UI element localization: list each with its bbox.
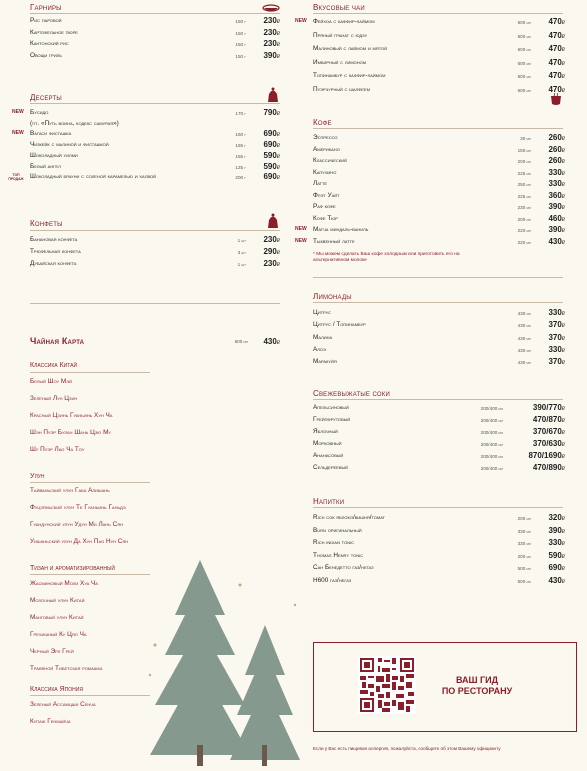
item-price: 470₽ <box>548 71 565 80</box>
item-price: 590₽ <box>263 150 280 160</box>
menu-row <box>30 236 280 246</box>
item-name: Burn оригинальный <box>313 526 362 534</box>
item-name: Шоколадный уилми <box>30 151 78 159</box>
dessert-icon <box>266 87 280 108</box>
menu-row <box>30 141 280 151</box>
tea-item: Манговый улун Китай <box>30 614 84 621</box>
menu-row <box>313 404 565 414</box>
teacard-weight: 600 мл <box>234 339 248 344</box>
desserts-title: Десерты <box>30 93 62 102</box>
item-weight: 1 шт <box>237 238 246 243</box>
menu-row <box>8 172 280 183</box>
item-weight: 170 г <box>235 111 246 116</box>
teacard-price-row <box>30 337 280 347</box>
menu-row <box>295 17 565 28</box>
item-weight: 230 мл <box>517 205 531 210</box>
coffee-note: * Мы можем сделать Ваш кофе холодным или приготовить его на альтернативном молоке <box>313 252 460 263</box>
menu-row <box>12 129 280 140</box>
tea-item: Черный Эрл Грей <box>30 648 74 655</box>
item-price: 390/770₽ <box>532 403 565 412</box>
item-weight: 125 г <box>235 164 246 170</box>
item-name: Н600 газ/негаз <box>313 576 352 584</box>
item-tag: NEW <box>295 18 307 24</box>
divider <box>313 277 563 278</box>
menu-row <box>30 248 280 258</box>
tea-item: Шу Пуэр Лао Ча Тоу <box>30 446 85 453</box>
item-weight: 250 мл <box>517 182 531 187</box>
item-weight: 600 мл <box>517 60 531 66</box>
item-weight: 600 мл <box>517 87 531 93</box>
divider <box>30 574 150 575</box>
item-price: 360₽ <box>548 190 565 200</box>
item-price: 470/870₽ <box>532 415 565 424</box>
item-weight: 30 мл <box>520 136 531 141</box>
tea-item: Гуандунский улун Удун Ми Лань Сян <box>30 521 123 528</box>
item-name: Thomas Henry tonic <box>313 551 364 559</box>
item-price: 470₽ <box>548 17 565 26</box>
divider <box>30 372 150 373</box>
divider <box>313 302 563 303</box>
qr-code-icon[interactable] <box>358 656 416 714</box>
menu-row <box>313 440 565 450</box>
menu-row <box>313 552 565 562</box>
menu-row <box>295 225 565 236</box>
item-price: 470₽ <box>548 44 565 53</box>
item-name: Сан Бенедетто газ/негаз <box>313 564 374 571</box>
item-price: 870/1690₽ <box>528 451 565 460</box>
item-name: Апельсиновый <box>313 404 349 411</box>
item-price: 290₽ <box>263 247 280 256</box>
item-weight: 3 шт <box>237 250 246 255</box>
menu-row <box>313 334 565 344</box>
menu-row <box>313 527 565 537</box>
item-weight: 330 мл <box>517 528 531 534</box>
menu-row <box>313 514 565 524</box>
divider <box>30 230 280 231</box>
divider <box>313 507 563 508</box>
tea-item: Красный Цзинь Гуаньинь Хун Ча <box>30 412 113 419</box>
item-weight: 500 мл <box>517 566 531 571</box>
item-weight: 200/400 мл <box>480 418 503 423</box>
china-title: Классика Китай <box>30 362 78 369</box>
item-price: 390₽ <box>548 525 565 535</box>
item-name: Цитрус / Топинамбур <box>313 321 366 329</box>
menu-row <box>313 452 565 462</box>
tea-item: Зеленый Лун Цзин <box>30 395 78 402</box>
menu-row <box>313 539 565 549</box>
item-tag: NEW <box>12 130 24 137</box>
item-name: Дубайская конфета <box>30 260 77 267</box>
menu-row <box>313 428 565 438</box>
drinks-title: Напитки <box>313 497 345 506</box>
item-price: 690₽ <box>548 563 565 572</box>
teacard-price: 430₽ <box>263 337 280 346</box>
tea-item: Молочный улун Китай <box>30 597 85 604</box>
item-price: 370₽ <box>548 320 565 330</box>
item-name: Рис паровой <box>30 17 62 24</box>
item-name: Грейпфрутовый <box>313 416 351 423</box>
tea-item: Уишаньский улун Да Хун Пао Нун Сян <box>30 538 129 545</box>
item-price: 470₽ <box>548 84 565 94</box>
item-name: Имбирный с лимоном <box>313 58 367 66</box>
item-name: Фейхоа с каффир-лаймом <box>313 18 375 25</box>
item-name: Флэт Уайт <box>313 191 340 199</box>
item-price: 430₽ <box>548 236 565 246</box>
menu-row <box>313 157 565 167</box>
item-name: Пряный гранат с юдзу <box>313 31 367 39</box>
item-price: 260₽ <box>548 133 565 142</box>
item-price: 260₽ <box>548 156 565 165</box>
item-name: Rich indian tonic <box>313 539 354 546</box>
item-weight: 150 г <box>235 19 246 24</box>
item-name: Малиновый с лаймом и мятой <box>313 45 387 52</box>
menu-row <box>30 40 280 50</box>
item-name: Сельдереевый <box>313 464 348 471</box>
item-name: Классический <box>313 157 347 164</box>
item-name: Rich сок яблоко/вишня/томат <box>313 514 385 521</box>
divider <box>30 695 150 696</box>
tea-item: Фуцзяньский улун Те Гуаньинь Ганьдэ <box>30 504 126 511</box>
tea-item: Травяной Тибетская ромашка <box>30 665 103 672</box>
menu-row <box>30 52 280 62</box>
menu-row <box>295 236 565 248</box>
item-name: Банановая конфета <box>30 236 78 243</box>
candies-title: Конфеты <box>30 219 63 228</box>
menu-row <box>313 45 565 55</box>
divider <box>30 482 150 483</box>
guide-text: ВАШ ГИД ПО РЕСТОРАНУ <box>441 675 513 696</box>
item-name: Пуэрчурный с шалфеем <box>313 85 370 93</box>
item-price: 230₽ <box>263 39 280 48</box>
menu-row <box>313 169 565 179</box>
item-name: Маракуйя <box>313 358 337 366</box>
herbal-title: Вкусовые чаи <box>313 3 365 12</box>
item-weight: 200/400 мл <box>480 442 503 447</box>
item-weight: 200 г <box>235 175 246 181</box>
item-price: 370/670₽ <box>532 427 565 436</box>
item-weight: 600 мл <box>517 20 531 25</box>
divider <box>313 13 563 14</box>
item-price: 790₽ <box>263 108 280 117</box>
menu-row <box>313 416 565 426</box>
item-price: 230₽ <box>263 27 280 37</box>
tea-item: Тайваньский улун Габа Алишань <box>30 487 110 494</box>
item-price: 390₽ <box>263 50 280 60</box>
divider <box>313 128 563 129</box>
menu-row <box>313 464 565 474</box>
item-price: 390₽ <box>548 225 565 234</box>
item-weight: 600 мл <box>517 33 531 39</box>
item-name: Латте <box>313 180 328 187</box>
menu-row <box>30 152 280 162</box>
menu-row <box>313 203 565 213</box>
item-name: Тыквенный латте <box>313 237 355 245</box>
item-tag: NEW <box>12 109 24 115</box>
item-name: Яблочный <box>313 428 338 435</box>
item-name: Бусидо <box>30 109 49 116</box>
item-weight: 160 г <box>235 132 246 138</box>
item-price: 370₽ <box>548 332 565 342</box>
item-weight: 430 мл <box>517 360 531 366</box>
item-price: 260₽ <box>548 144 565 154</box>
tisane-title: Тизан и ароматизированный <box>30 565 115 572</box>
item-price: 590₽ <box>548 550 565 560</box>
menu-row <box>313 134 565 144</box>
menu-row <box>313 32 565 42</box>
item-name: Матча миндаль-ваниль <box>313 226 369 233</box>
item-name: Кантонский рис <box>30 40 69 47</box>
item-name: Белый ангел <box>30 162 61 170</box>
item-weight: 200/400 мл <box>480 406 503 411</box>
japan-title: Классика Япония <box>30 686 83 693</box>
item-name: Эспрессо <box>313 134 338 141</box>
item-price: 690₽ <box>263 172 280 182</box>
menu-row <box>313 86 565 96</box>
item-weight: 430 мл <box>517 311 531 316</box>
item-name: Капучино <box>313 168 337 176</box>
item-weight: 155 г <box>235 153 246 159</box>
item-name: Цитрус <box>313 309 332 316</box>
item-name: Топинамбур с каффир-лаймом <box>313 72 386 79</box>
item-weight: 165 г <box>235 143 246 149</box>
item-price: 230₽ <box>263 16 280 25</box>
item-weight: 200 мл <box>517 216 531 222</box>
tea-item: Жасминовый Моли Хуа Ча <box>30 580 98 587</box>
menu-row <box>313 72 565 82</box>
divider <box>30 13 280 14</box>
item-price: 230₽ <box>263 259 280 268</box>
item-price: 470₽ <box>548 57 565 67</box>
item-weight: 600 мл <box>517 74 531 79</box>
item-name: (пт. «Путь воина, кодекс самурая») <box>30 119 119 127</box>
menu-row <box>313 577 565 587</box>
item-weight: 150 г <box>235 53 246 59</box>
item-price: 330₽ <box>548 167 565 177</box>
item-weight: 430 мл <box>517 335 531 341</box>
tea-item: Белый Шоу Мэй <box>30 378 72 385</box>
menu-row <box>313 59 565 69</box>
item-name: Малина <box>313 333 333 341</box>
item-weight: 430 мл <box>517 323 531 329</box>
item-name: Трюфельная конфета <box>30 248 81 255</box>
item-tag: NEW <box>295 237 307 244</box>
divider <box>30 103 280 104</box>
item-price: 330₽ <box>548 538 565 547</box>
menu-row <box>12 108 280 119</box>
tea-item: Зеленый Ассамцши Сенча <box>30 701 96 708</box>
item-tag: NEW <box>295 226 307 232</box>
item-name: Раф кофе <box>313 203 336 210</box>
item-name: Морковный <box>313 440 342 447</box>
menu-row <box>30 17 280 27</box>
item-price: 690₽ <box>263 140 280 150</box>
lemonades-title: Лимонады <box>313 292 352 301</box>
coffee-cup-icon <box>549 92 563 111</box>
item-price: 230₽ <box>263 235 280 244</box>
item-weight: 500 мл <box>517 578 531 584</box>
guide-box[interactable] <box>313 642 577 732</box>
item-price: 370₽ <box>548 357 565 367</box>
item-price: 470/890₽ <box>532 463 565 472</box>
item-price: 390₽ <box>548 202 565 211</box>
menu-row <box>313 358 565 368</box>
item-name: Вагаси фисташка <box>30 130 72 138</box>
item-price: 330₽ <box>548 179 565 188</box>
item-weight: 220 мл <box>517 239 531 245</box>
item-weight: 200/400 мл <box>480 466 503 471</box>
item-price: 370/630₽ <box>532 439 565 448</box>
item-price: 690₽ <box>263 129 280 139</box>
menu-row <box>313 146 565 156</box>
item-name: Шоколадный брауни с соленой карамелью и халвой <box>30 173 156 181</box>
item-price: 330₽ <box>548 308 565 317</box>
menu-row <box>30 260 280 270</box>
item-weight: 200 мл <box>517 159 531 164</box>
item-weight: 225 мл <box>517 170 531 176</box>
item-weight: 200 мл <box>517 553 531 559</box>
item-name: Ананасовый <box>313 452 344 459</box>
teacard-title: Чайная Карта <box>30 336 85 346</box>
item-weight: 225 мл <box>517 193 531 199</box>
item-name: Овощи гриль <box>30 51 62 59</box>
item-weight: 200/400 мл <box>480 454 503 459</box>
item-price: 330₽ <box>548 344 565 354</box>
item-weight: 430 мл <box>517 347 531 353</box>
item-tag: ТОП ПРОДАЖ <box>8 173 24 182</box>
menu-row <box>313 564 565 574</box>
menu-row <box>313 346 565 356</box>
tea-item: Гречишный Ку Цяо Ча <box>30 631 87 638</box>
menu-row <box>313 309 565 319</box>
tea-item: Купаж Генмайча <box>30 718 71 725</box>
item-weight: 600 мл <box>517 47 531 52</box>
item-price: 430₽ <box>548 575 565 585</box>
divider <box>313 399 563 400</box>
allergy-footer: Если у Вас есть пищевая аллергия, пожалуйста, сообщите об этом Вашему официанту <box>313 746 501 751</box>
item-weight: 150 мл <box>517 147 531 153</box>
menu-row <box>30 29 280 39</box>
item-name: Американо <box>313 145 340 153</box>
item-name: Картофельное пюре <box>30 28 78 36</box>
item-name: Кофе Тюр <box>313 214 338 222</box>
item-weight: 150 г <box>235 42 246 47</box>
menu-row <box>30 163 280 173</box>
menu-row <box>30 120 280 130</box>
menu-row <box>313 321 565 331</box>
oolong-title: Улун <box>30 473 45 480</box>
item-weight: 200 мл <box>517 516 531 521</box>
tea-item: Шэн Пуэр Булан Шань Цзю Му <box>30 429 111 436</box>
divider <box>30 303 280 304</box>
item-name: Алоэ <box>313 345 326 353</box>
item-name: Чизкейк с малиной и фисташкой <box>30 141 109 149</box>
item-price: 320₽ <box>548 513 565 522</box>
garnish-title: Гарниры <box>30 3 62 12</box>
item-price: 590₽ <box>263 161 280 171</box>
juices-title: Свежевыжатые соки <box>313 389 390 398</box>
coffee-title: Кофе <box>313 118 332 127</box>
item-weight: 200/400 мл <box>480 430 503 435</box>
item-weight: 330 мл <box>517 541 531 546</box>
fir-tree-illustration <box>145 545 305 771</box>
item-price: 470₽ <box>548 30 565 40</box>
item-price: 460₽ <box>548 213 565 223</box>
menu-row <box>313 180 565 190</box>
menu-row <box>313 215 565 225</box>
menu-row <box>313 192 565 202</box>
item-weight: 150 г <box>235 30 246 36</box>
item-weight: 220 мл <box>517 228 531 233</box>
item-weight: 1 шт <box>237 262 246 267</box>
